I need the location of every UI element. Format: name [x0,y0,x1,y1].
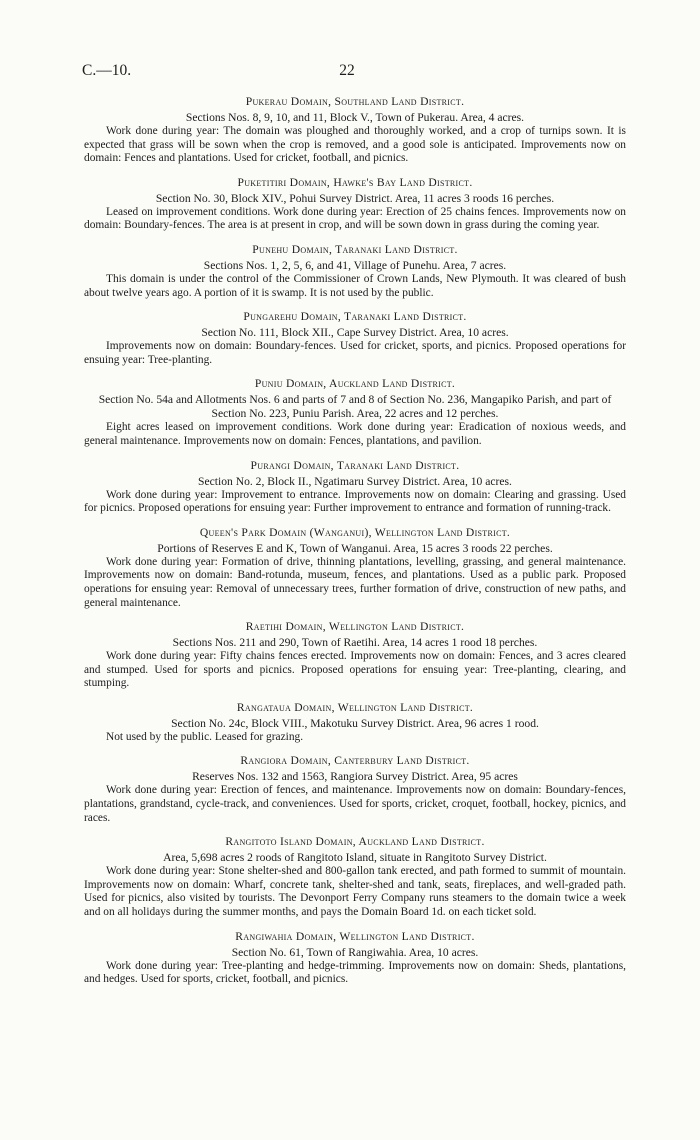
domain-location: Section No. 30, Block XIV., Pohui Survey District. Area, 11 acres 3 roods 16 perches. [155,191,555,205]
domain-title: Pukerau Domain, Southland Land District. [245,95,465,108]
domain-title: Purangi Domain, Taranaki Land District. [250,458,460,472]
domain-paragraph: Eight acres leased on improvement conditions. Work done during year: Eradication of noxious weeds, and general maintenance. Improvements now on domain: Fences, plantations, and pavilion. [84,421,626,447]
domain-paragraph: Work done during year: Erection of fences, and maintenance. Improvements now on domain: Boundary-fences, plantations, grandstand, cycle-track, and conveniences. Used for sports, cricket, croquet, football, hockey, picnics, and races. [84,784,626,824]
domain-paragraph: Work done during year: Formation of drive, thinning plantations, levelling, grassing, and general maintenance. Improvements now on domain: Band-rotunda, museum, fences, and plantations. Used as a public park. Proposed operations for ensuing year: Removal of unnecessary trees, further formation of drive, construction of new paths, and general maintenance. [84,555,626,609]
domain-entry [84,754,626,825]
domain-location: Section No. 111, Block XII., Cape Survey District. Area, 10 acres. [201,326,509,340]
domain-title: Punehu Domain, Taranaki Land District. [252,242,458,256]
page-number: 22 [339,62,355,79]
domain-title: Rangataua Domain, Wellington Land District. [236,700,474,714]
document-reference: C.—10. [82,62,132,79]
domain-title: Puketitiri Domain, Hawke's Bay Land District. [237,175,473,189]
domain-location: Section No. 61, Town of Rangiwahia. Area, 10 acres. [231,945,479,959]
domain-location: Reserves Nos. 132 and 1563, Rangiora Survey District. Area, 95 acres [192,770,518,784]
document-body [84,95,626,997]
domain-title: Rangitoto Island Domain, Auckland Land District. [225,835,485,849]
domain-title: Rangiora Domain, Canterbury Land District. [240,754,470,768]
domain-paragraph: This domain is under the control of the Commissioner of Crown Lands, New Plymouth. It was cleared of bush about twelve years ago. A portion of it is swamp. It is not used by the public. [84,272,626,299]
domain-entry [84,176,626,233]
domain-title: Puniu Domain, Auckland Land District. [254,377,456,391]
domain-location: Portions of Reserves E and K, Town of Wanganui. Area, 15 acres 3 roods 22 perches. [157,541,553,555]
domain-title: Raetihi Domain, Wellington Land District. [245,620,465,634]
domain-title: Rangiwahia Domain, Wellington Land District. [235,929,475,943]
domain-location: Section No. 2, Block II., Ngatimaru Survey District. Area, 10 acres. [198,474,512,488]
domain-entry [84,459,626,516]
domain-entry [84,620,626,691]
domain-entry [84,243,626,300]
domain-paragraph: Not used by the public. Leased for grazing. [106,730,304,743]
domain-location: Section No. 24c, Block VIII., Makotuku Survey District. Area, 96 acres 1 rood. [171,716,539,730]
domain-entry [84,95,626,166]
domain-entry [84,701,626,745]
domain-paragraph: Work done during year: Improvement to entrance. Improvements now on domain: Clearing and grassing. Used for picnics. Proposed operations for ensuing year: Further improvement to entrance and formation of running-track. [84,488,626,515]
domain-entry [84,835,626,919]
domain-entry [84,930,626,987]
domain-location: Sections Nos. 211 and 290, Town of Raetihi. Area, 14 acres 1 rood 18 perches. [172,636,538,650]
domain-location: Area, 5,698 acres 2 roods of Rangitoto Island, situate in Rangitoto Survey District. [163,851,547,865]
domain-paragraph: Work done during year: Tree-planting and hedge-trimming. Improvements now on domain: Sheds, plantations, and hedges. Used for sports, cricket, football, and picnics. [84,959,626,986]
domain-paragraph: Leased on improvement conditions. Work done during year: Erection of 25 chains fences. Improvements now on domain: Boundary-fences. The area is at present in crop, and will be sown down in grass during the coming year. [84,205,626,232]
domain-entry [84,310,626,367]
domain-entry [84,377,626,448]
domain-paragraph: Work done during year: The domain was ploughed and thoroughly worked, and a crop of turnips sown. It is expected that grass will be sown when the crop is removed, and a good sole is anticipated. Improvements now on domain: Fences and plantations. Used for cricket, football, and picnics. [84,125,626,165]
domain-location: Section No. 54a and Allotments Nos. 6 and parts of 7 and 8 of Section No. 236, Mangapiko Parish, and part of Section No. 223, Puniu Parish. Area, 22 acres and 12 perches. [98,393,612,421]
page-header [82,62,622,82]
domain-title: Pungarehu Domain, Taranaki Land District. [243,310,467,324]
domain-location: Sections Nos. 8, 9, 10, and 11, Block V., Town of Pukerau. Area, 4 acres. [185,111,525,124]
domain-entry [84,526,626,610]
domain-location: Sections Nos. 1, 2, 5, 6, and 41, Village of Punehu. Area, 7 acres. [203,258,507,272]
domain-paragraph: Improvements now on domain: Boundary-fences. Used for cricket, sports, and picnics. Proposed operations for ensuing year: Tree-planting. [84,340,626,366]
domain-paragraph: Work done during year: Stone shelter-shed and 800-gallon tank erected, and path formed to summit of mountain. Improvements now on domain: Wharf, concrete tank, shelter-shed and tank, seats, fireplaces, and well-graded path. Used for picnics, also visited by tourists. The Devonport Ferry Company runs steamers to the domain twice a week and on all holidays during the summer months, and pays the Domain Board 1d. on each ticket sold. [84,865,626,919]
domain-title: Queen's Park Domain (Wanganui), Wellington Land District. [199,525,511,539]
domain-paragraph: Work done during year: Fifty chains fences erected. Improvements now on domain: Fences, and 3 acres cleared and stumped. Used for sports and picnics. Proposed operations for ensuing year: Tree-planting, clearing, and stumping. [84,650,626,690]
